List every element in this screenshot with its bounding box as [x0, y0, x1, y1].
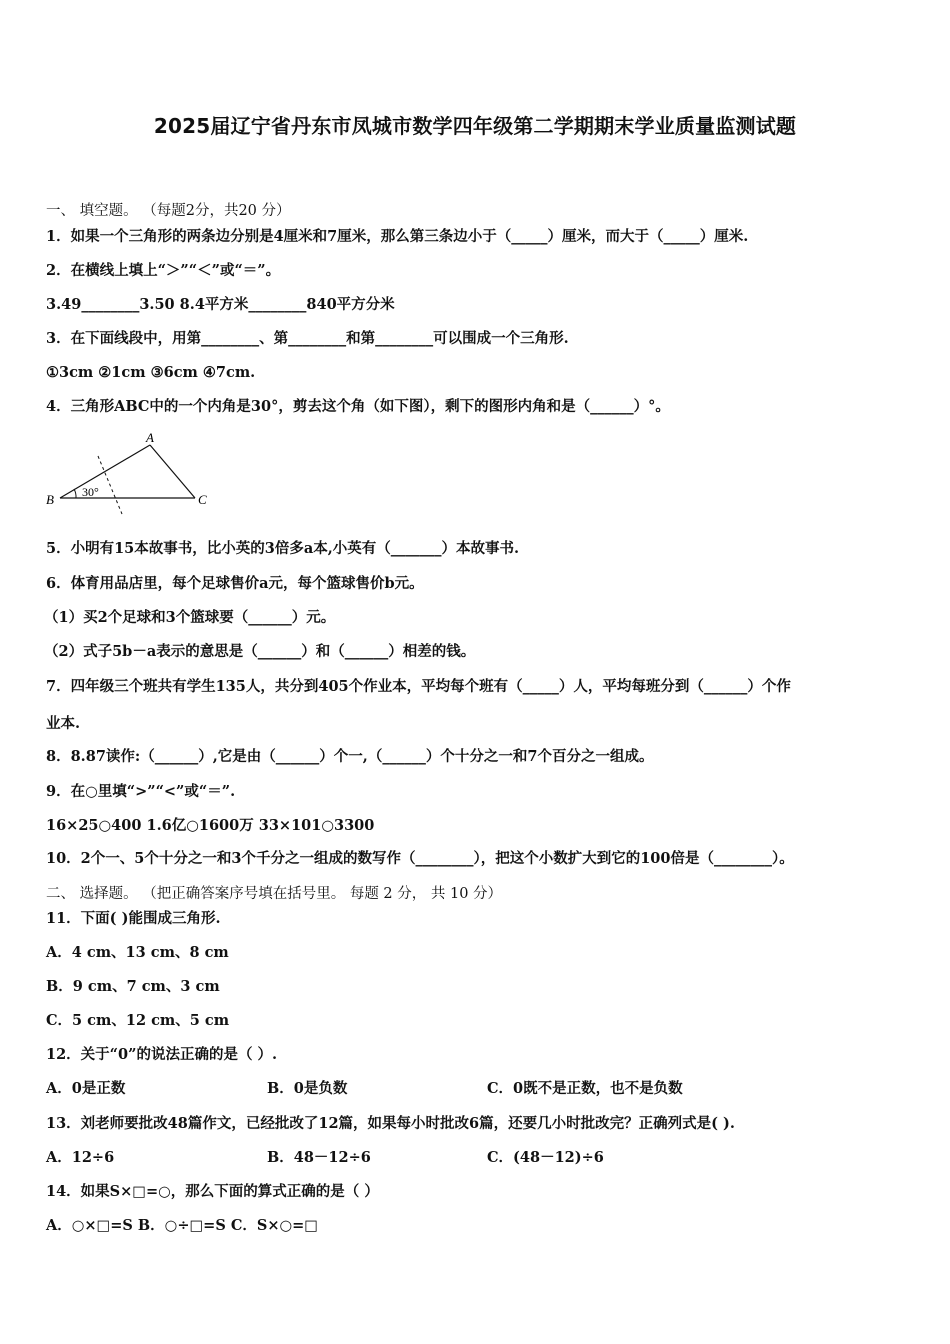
- triangle-abc-figure: [40, 426, 220, 518]
- vertex-label-a: A: [146, 430, 154, 445]
- question-11: 11．下面( )能围成三角形.: [46, 910, 221, 927]
- question-1: 1．如果一个三角形的两条边分别是4厘米和7厘米，那么第三条边小于（_____）厘米，而大于（_____）厘米.: [46, 228, 749, 245]
- question-14-options: A．○×□=S B．○÷□=S C．S×○=□: [46, 1217, 319, 1234]
- question-13-option-b: B．48－12÷6: [267, 1149, 371, 1166]
- question-12-option-c: C．0既不是正数，也不是负数: [487, 1080, 683, 1097]
- question-2-items: 3.49________3.50 8.4平方米________840平方分米: [46, 296, 395, 313]
- question-3: 3．在下面线段中，用第________、第________和第________可以围成一个三角形.: [46, 330, 569, 347]
- angle-arc: [74, 489, 76, 498]
- vertex-label-c: C: [198, 492, 207, 507]
- question-6: 6．体育用品店里，每个足球售价a元，每个篮球售价b元。: [46, 575, 424, 592]
- question-11-option-c: C．5 cm、12 cm、5 cm: [46, 1012, 230, 1029]
- question-13-option-a: A．12÷6: [46, 1149, 115, 1166]
- question-6-part-2: （2）式子5b－a表示的意思是（______）和（______）相差的钱。: [44, 643, 476, 660]
- question-12-option-b: B．0是负数: [267, 1080, 348, 1097]
- question-12-option-a: A．0是正数: [46, 1080, 126, 1097]
- vertex-label-b: B: [46, 492, 54, 507]
- question-10: 10．2个一、5个十分之一和3个千分之一组成的数写作（________），把这个小数扩大到它的100倍是（________）。: [46, 850, 794, 867]
- question-3-items: ①3cm ②1cm ③6cm ④7cm.: [46, 364, 256, 381]
- question-11-option-a: A．4 cm、13 cm、8 cm: [46, 944, 229, 961]
- section-1-heading: 一、 填空题。 （每题2分，共20 分）: [46, 203, 291, 219]
- question-6-part-1: （1）买2个足球和3个篮球要（______）元。: [44, 609, 336, 626]
- question-9: 9．在○里填“>”“<”或“＝”.: [46, 783, 236, 800]
- question-4: 4．三角形ABC中的一个内角是30°，剪去这个角（如下图），剩下的图形内角和是（______）°。: [46, 398, 670, 415]
- question-2: 2．在横线上填上“＞”“＜”或“＝”。: [46, 262, 281, 279]
- side-ba: [60, 445, 150, 498]
- question-7: 7．四年级三个班共有学生135人，共分到405个作业本，平均每个班有（_____）人，平均每班分到（______）个作: [46, 678, 791, 695]
- side-ac: [150, 445, 195, 498]
- question-7-continued: 业本.: [46, 715, 81, 732]
- question-13: 13．刘老师要批改48篇作文，已经批改了12篇，如果每小时批改6篇，还要几小时批改完？正确列式是( ).: [46, 1115, 735, 1132]
- angle-label: 30°: [82, 485, 99, 499]
- question-8: 8．8.87读作:（______）,它是由（______）个一,（______）个十分之一和7个百分之一组成。: [46, 748, 654, 765]
- section-2-heading: 二、 选择题。 （把正确答案序号填在括号里。 每题 2 分， 共 10 分）: [46, 886, 503, 902]
- page-title: 2025届辽宁省丹东市凤城市数学四年级第二学期期末学业质量监测试题: [153, 114, 797, 138]
- question-11-option-b: B．9 cm、7 cm、3 cm: [46, 978, 220, 995]
- question-9-items: 16×25○400 1.6亿○1600万 33×101○3300: [46, 817, 375, 834]
- question-13-option-c: C．(48－12)÷6: [487, 1149, 604, 1166]
- question-14: 14．如果S×□=○，那么下面的算式正确的是（ ）: [46, 1183, 379, 1200]
- question-12: 12．关于“0”的说法正确的是（ ）.: [46, 1046, 278, 1063]
- cut-line: [98, 456, 122, 514]
- question-5: 5．小明有15本故事书，比小英的3倍多a本,小英有（_______）本故事书.: [46, 540, 520, 557]
